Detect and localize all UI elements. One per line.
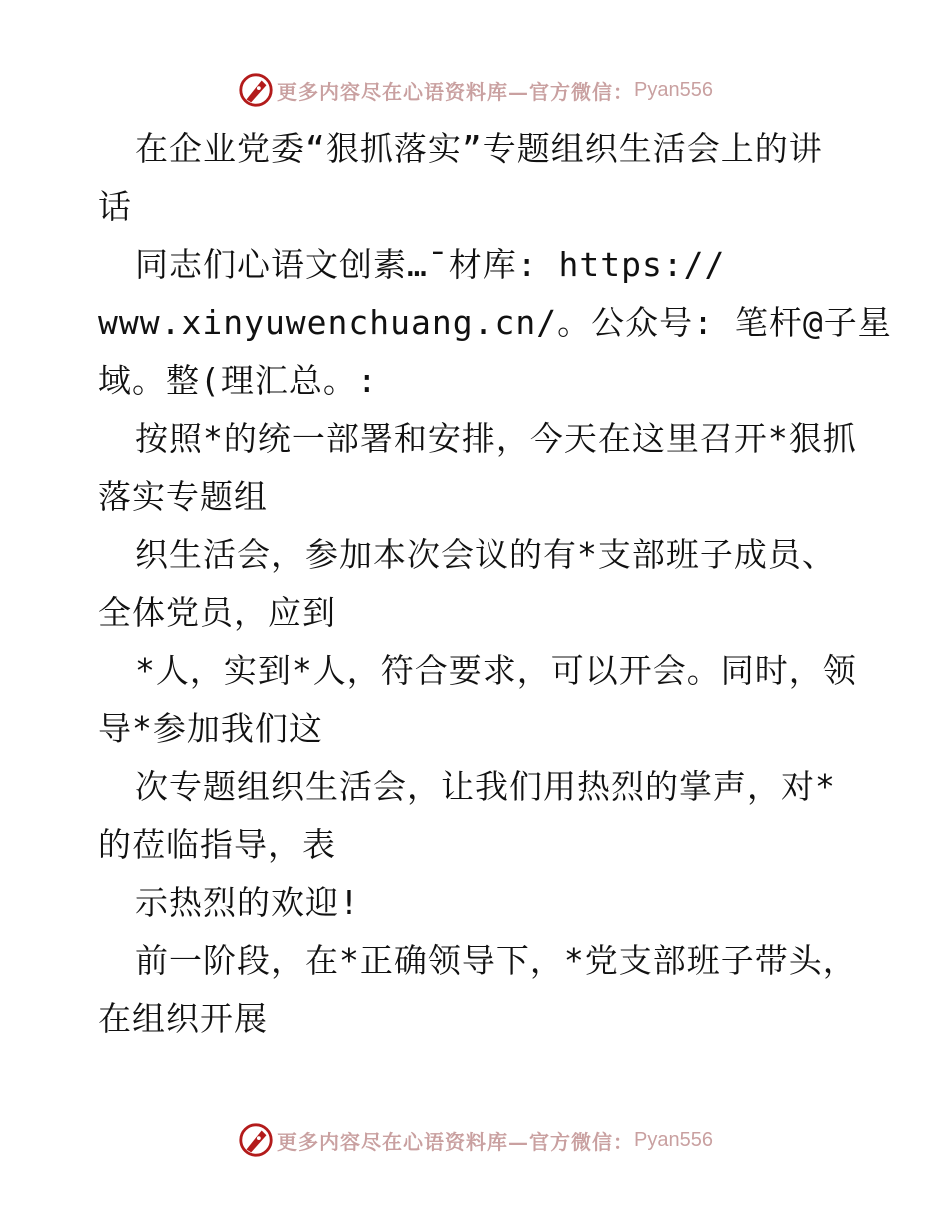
paragraph-line: 落实专题组 [98,477,268,516]
banner-wechat-id: Pyan556 [634,1128,713,1151]
paragraph-line: 织生活会，参加本次会议的有*支部班子成员、 [135,535,836,574]
title-line-1: 在企业党委“狠抓落实”专题组织生活会上的讲 [135,129,823,168]
paragraph-line: 前一阶段，在*正确领导下，*党支部班子带头， [135,941,857,980]
paragraph-line: 在组织开展 [98,999,268,1038]
paragraph-line: 的莅临指导，表 [98,825,336,864]
paragraph-line: 全体党员，应到 [98,593,336,632]
paragraph-line: 示热烈的欢迎! [135,883,360,922]
banner-text: 更多内容尽在心语资料库—官方微信： [277,79,635,104]
paragraph-line: 导*参加我们这 [98,709,323,748]
paragraph-line: www.xinyuwenchuang.cn/。公众号: 笔杆@子星 [98,303,892,342]
header-banner [0,68,950,112]
paragraph-line: 次专题组织生活会，让我们用热烈的掌声，对* [135,767,836,806]
document-body [98,120,892,1048]
paragraph-line: 同志们心语文创素…¯材库: https:// [135,245,726,284]
footer-banner [0,1118,950,1162]
pen-nib-logo-icon [237,71,275,109]
paragraph-line: 按照*的统一部署和安排，今天在这里召开*狠抓 [135,419,857,458]
banner-wechat-id: Pyan556 [634,78,713,101]
paragraph-line: *人，实到*人，符合要求，可以开会。同时，领 [135,651,857,690]
title-line-2: 话 [98,187,132,226]
banner-text: 更多内容尽在心语资料库—官方微信： [277,1129,635,1154]
pen-nib-logo-icon [237,1121,275,1159]
paragraph-line: 域。整(理汇总。: [98,361,378,400]
